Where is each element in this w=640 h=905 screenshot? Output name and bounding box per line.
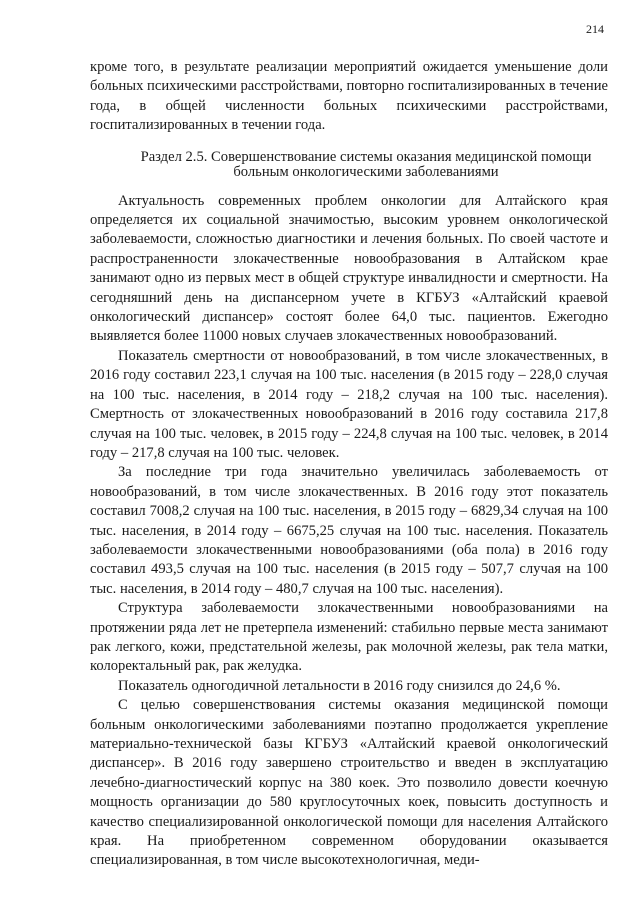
paragraph-infrastructure: С целью совершенствования системы оказания медицинской помощи больным онкологическими заболеваниями поэтапно продолжается укрепление материально-технической базы КГБУЗ «Алтайский краевой онкологический диспансер». В 2016 году завершено строительство и введен в эксплуатацию лечебно-диагностический корпус на 380 коек. Это позволило довести коечную мощность организации до 580 круглосуточных коек, повысить доступность и качество специализированной онкологической помощи для населения Алтайского края. На приобретенном современном оборудовании оказывается специализированная, в том числе высокотехнологичная, меди- <box>90 697 608 869</box>
paragraph-incidence: За последние три года значительно увеличилась заболеваемость от новообразований, в том числе злокачественных. В 2016 году этот показатель составил 7008,2 случая на 100 тыс. населения, в 2015 году – 6829,34 случая на 100 тыс. населения, в 2014 году – 6675,25 случая на 100 тыс. населения. Показатель заболеваемости злокачественными новообразованиями (оба пола) в 2016 году составил 493,5 случая на 100 тыс. населения (в 2015 году – 507,7 случая на 100 тыс. населения, в 2014 году – 480,7 случая на 100 тыс. населения). <box>90 464 608 597</box>
intro-paragraph: кроме того, в результате реализации мероприятий ожидается уменьшение доли больных психическими расстройствами, повторно госпитализированных в течение года, в общей численности больных психическими расстройствами, госпитализированных в течении года. <box>90 59 609 134</box>
document-body <box>90 58 608 871</box>
paragraph-structure: Структура заболеваемости злокачественными новообразованиями на протяжении ряда лет не претерпела изменений: стабильно первые места занимают рак легкого, кожи, предстательной железы, рак молочной железы, рак тела матки, колоректальный рак, рак желудка. <box>90 600 608 675</box>
section-heading <box>90 150 608 180</box>
paragraph-relevance: Актуальность современных проблем онкологии для Алтайского края определяется их социальной значимостью, высоким уровнем онкологической заболеваемости, сложностью диагностики и лечения больных. По своей частоте и распространенности злокачественные новообразования в Алтайском крае занимают одно из первых мест в общей структуре инвалидности и смертности. На сегодняшний день на диспансерном учете в КГБУЗ «Алтайский краевой онкологический диспансер» состоят более 64,0 тыс. пациентов. Ежегодно выявляется более 11000 новых случаев злокачественных новообразований. <box>90 192 608 345</box>
section-heading-text: Раздел 2.5. Совершенствование системы оказания медицинской помощи больным онкологическими заболеваниями <box>140 148 592 180</box>
paragraph-lethality: Показатель одногодичной летальности в 2016 году снизился до 24,6 %. <box>118 677 561 694</box>
page-number: 214 <box>586 22 604 36</box>
paragraph-mortality: Показатель смертности от новообразований, в том числе злокачественных, в 2016 году составил 223,1 случая на 100 тыс. населения (в 2015 году – 228,0 случая на 100 тыс. населения, в 2014 году – 218,2 случая на 100 тыс. населения). Смертность от злокачественных новообразований в 2016 году составила 217,8 случая на 100 тыс. человек, в 2015 году – 224,8 случая на 100 тыс. человек, в 2014 году – 217,8 случая на 100 тыс. человек. <box>90 347 608 461</box>
